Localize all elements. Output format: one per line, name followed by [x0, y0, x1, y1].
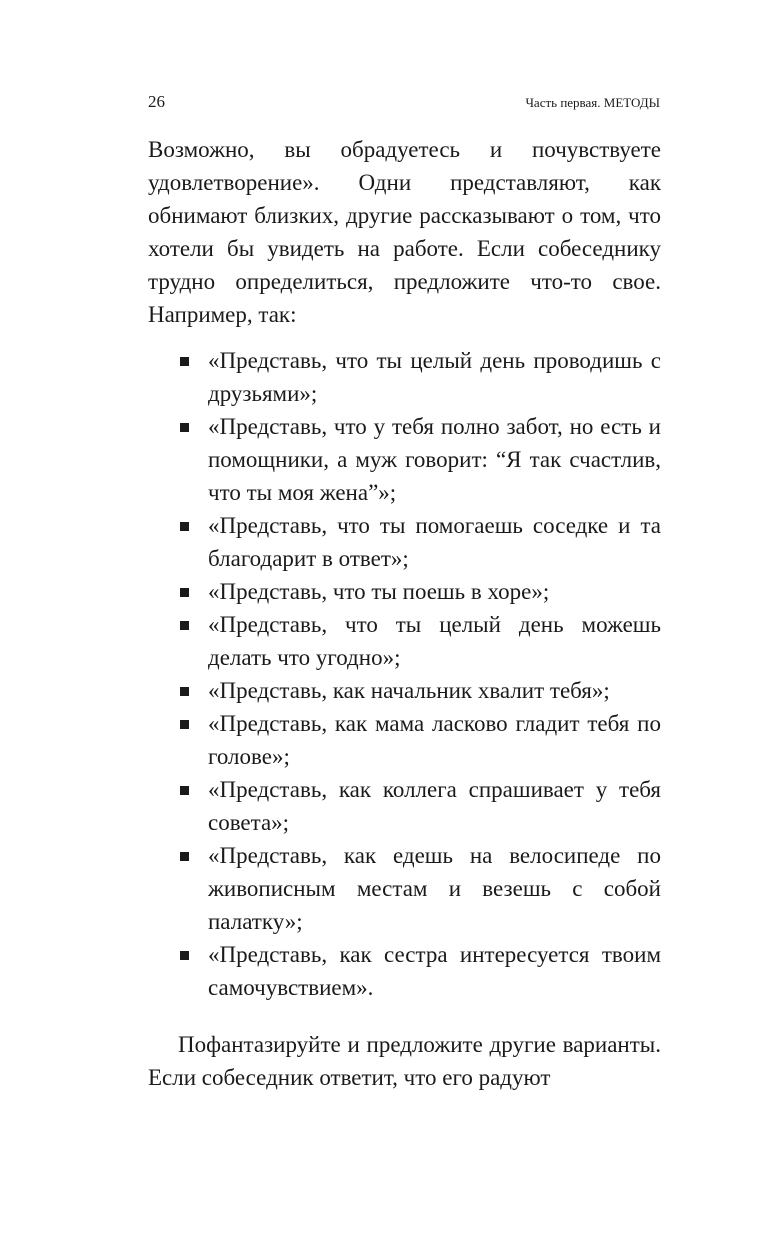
- list-item: [148, 707, 661, 773]
- page-number: 26: [148, 92, 165, 111]
- list-item: [148, 773, 661, 839]
- list-item-text: «Представь, как начальник хвалит тебя»;: [208, 678, 610, 703]
- square-bullet-icon: [180, 621, 189, 630]
- square-bullet-icon: [180, 357, 189, 366]
- list-item: [148, 938, 661, 1004]
- paragraph-closing: Пофантазируйте и предложите другие варианты. Если собеседник ответит, что его радуют: [148, 1032, 661, 1090]
- list-item-text: «Представь, как коллега спрашивает у тебя совета»;: [208, 777, 661, 835]
- list-item: [148, 839, 661, 938]
- square-bullet-icon: [180, 687, 189, 696]
- list-item: [148, 344, 661, 410]
- running-header: [148, 92, 660, 116]
- list-item-text: «Представь, что ты целый день можешь делать что угодно»;: [208, 612, 661, 670]
- chapter-title: Часть первая. МЕТОДЫ: [525, 95, 660, 110]
- square-bullet-icon: [180, 786, 189, 795]
- list-item: [148, 509, 661, 575]
- list-item: [148, 674, 661, 707]
- square-bullet-icon: [180, 951, 189, 960]
- square-bullet-icon: [180, 588, 189, 597]
- list-item-text: «Представь, как едешь на велосипеде по живописным местам и везешь с собой палатку»;: [208, 843, 661, 934]
- list-item-text: «Представь, что ты помогаешь соседке и та благодарит в ответ»;: [208, 513, 661, 571]
- list-item: [148, 608, 661, 674]
- square-bullet-icon: [180, 423, 189, 432]
- example-list: [148, 344, 661, 1004]
- square-bullet-icon: [180, 852, 189, 861]
- list-item-text: «Представь, что ты целый день проводишь с друзьями»;: [208, 348, 661, 406]
- square-bullet-icon: [180, 720, 189, 729]
- list-item-text: «Представь, как мама ласково гладит тебя по голове»;: [208, 711, 661, 769]
- list-item-text: «Представь, что у тебя полно забот, но есть и помощники, а муж говорит: “Я так счастлив, что ты моя жена”»;: [208, 414, 661, 505]
- list-item: [148, 410, 661, 509]
- list-item-text: «Представь, что ты поешь в хоре»;: [208, 579, 550, 604]
- list-item-text: «Представь, как сестра интересуется твоим самочувствием».: [208, 942, 661, 1000]
- paragraph-intro: Возможно, вы обрадуетесь и почувствуете удовлетворение». Одни представляют, как обнимают близких, другие рассказывают о том, что хотели бы увидеть на работе. Если собеседнику трудно определиться, предложите что-то свое. Например, так:: [148, 137, 661, 327]
- square-bullet-icon: [180, 522, 189, 531]
- list-item: [148, 575, 661, 608]
